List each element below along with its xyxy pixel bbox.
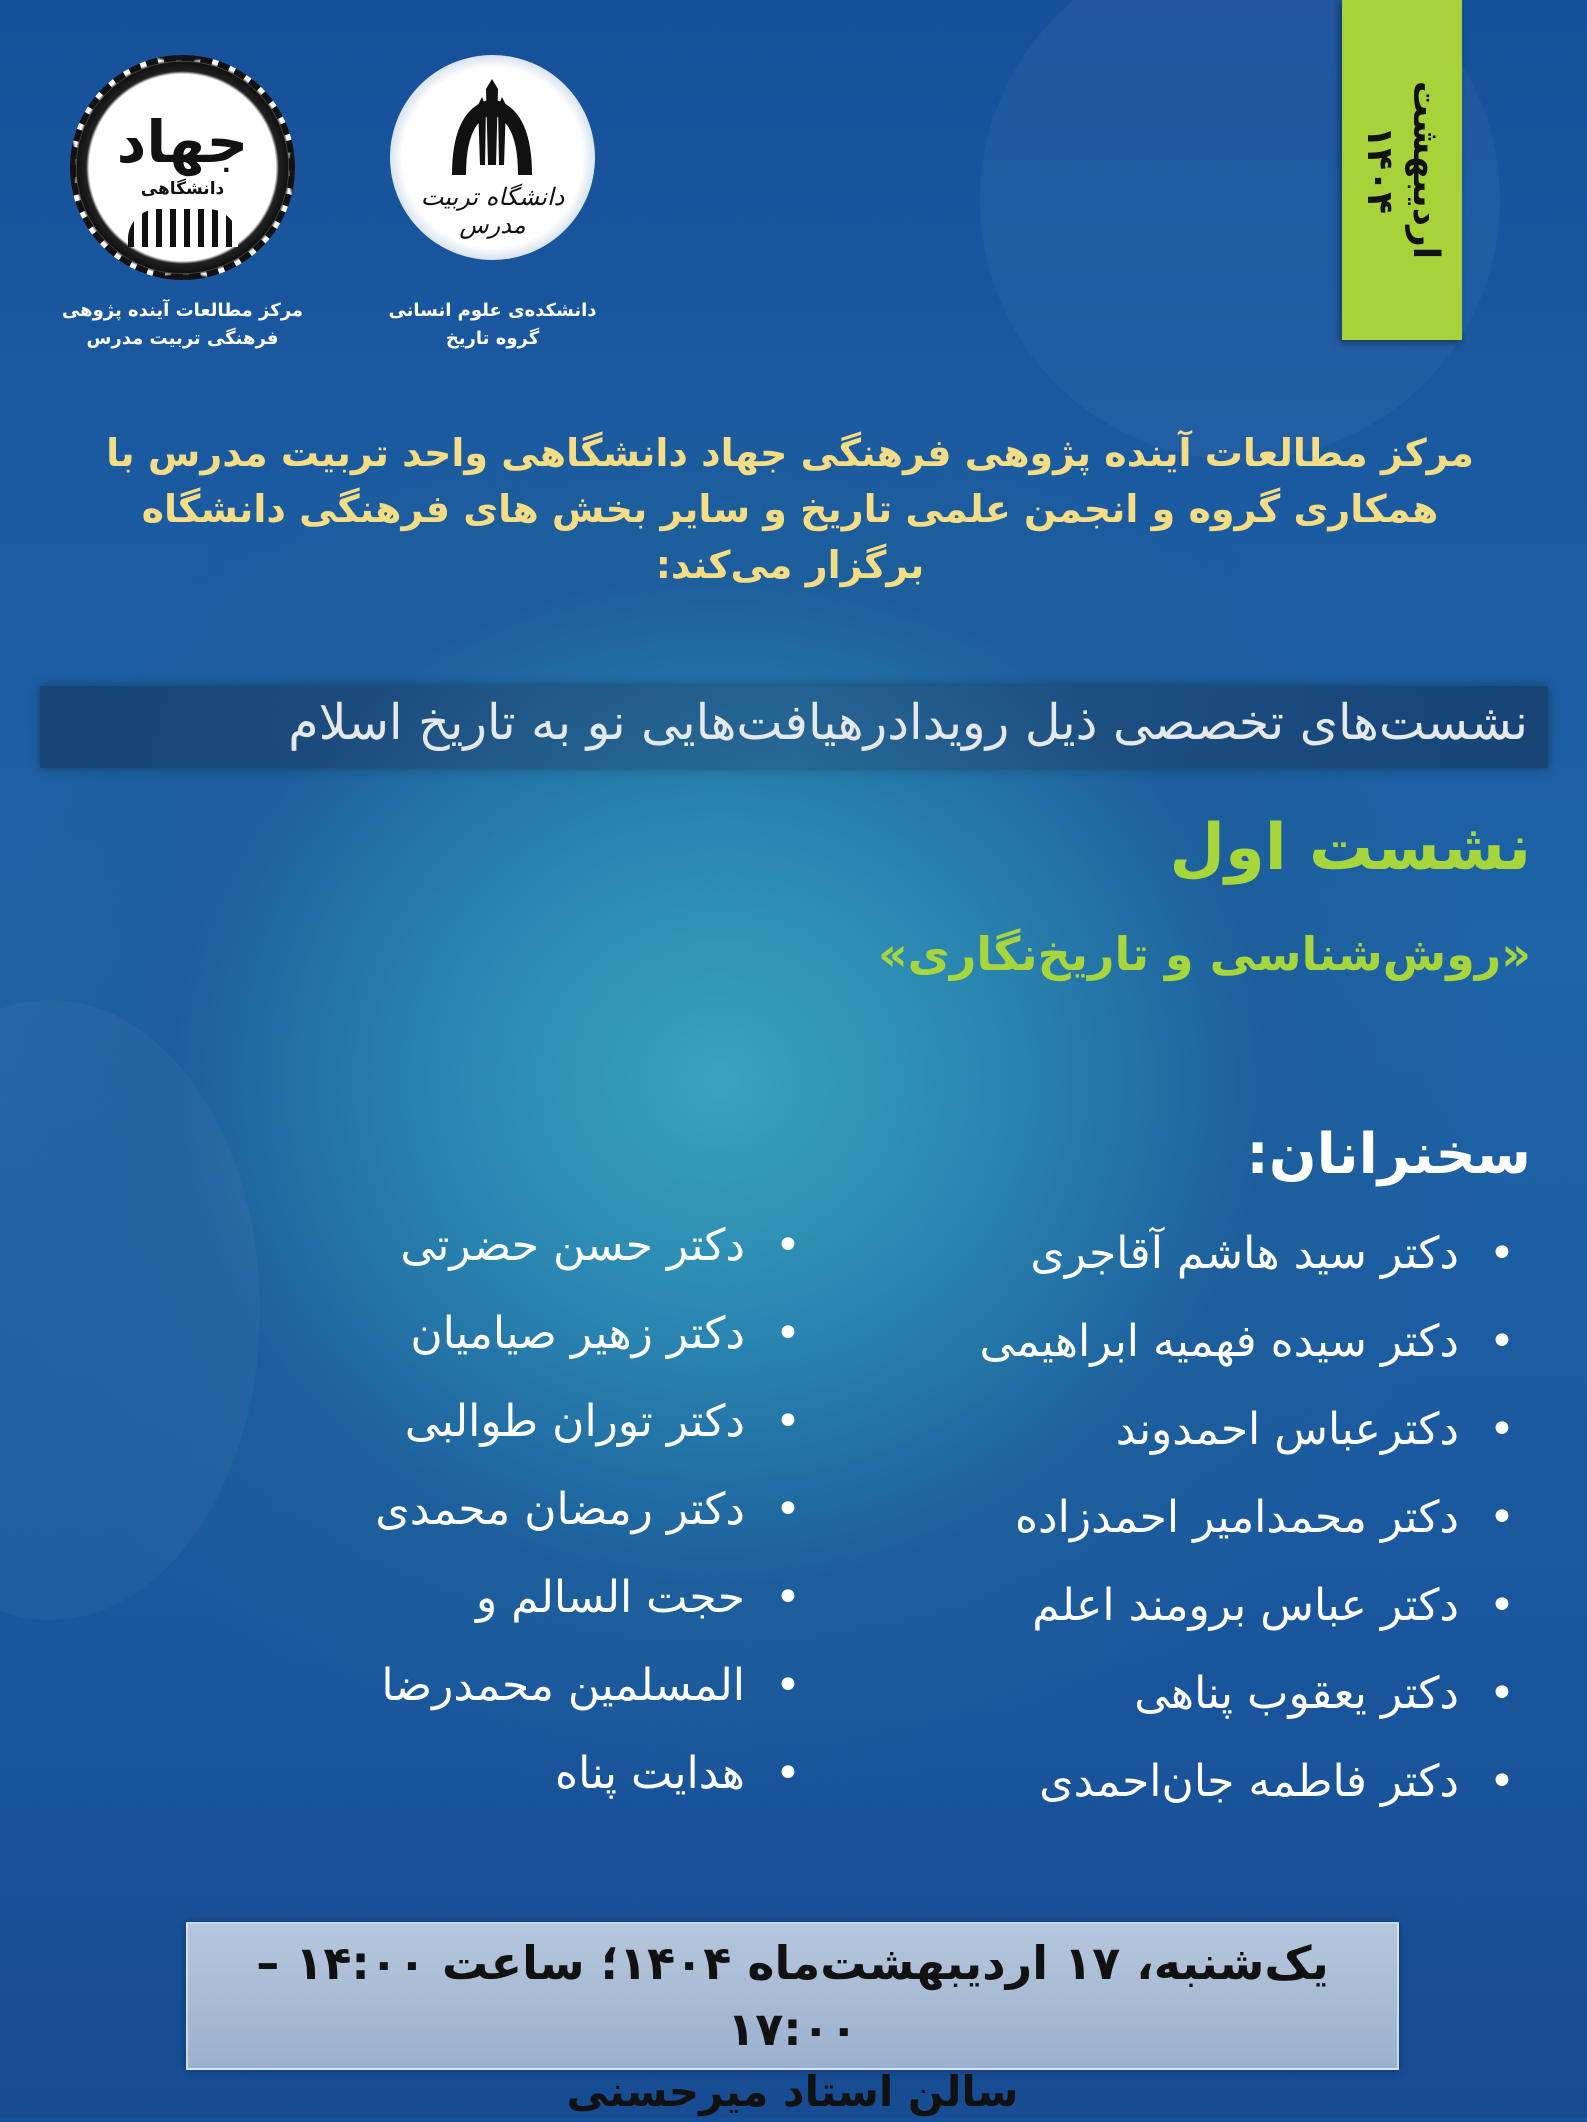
modares-caption-line1: دانشکده‌ی علوم انسانی: [388, 300, 597, 321]
date-tab-year: ۱۴۰۴: [1359, 126, 1400, 214]
intro-line3: برگزار می‌کند:: [655, 543, 925, 587]
intro-text: [40, 425, 1540, 593]
jahad-logo-arch-icon: [128, 209, 238, 247]
list-item: • دکتر سیده فهمیه ابراهیمی: [831, 1298, 1531, 1386]
list-item: • دکتر سید هاشم آقاجری: [831, 1210, 1531, 1298]
jahad-logo-subtitle: دانشگاهی: [140, 179, 225, 199]
jahad-logo-caption: [55, 297, 310, 353]
date-tab: [1342, 0, 1462, 340]
session-topic: «روش‌شناسی و تاریخ‌نگاری»: [877, 927, 1531, 981]
jahad-logo-title: جهاد: [116, 108, 249, 176]
list-item: • دکتر توران طوالبی: [217, 1378, 817, 1466]
series-banner: [40, 686, 1548, 768]
list-item: • دکتر حسن حضرتی: [217, 1202, 817, 1290]
session-title: نشست اول: [1169, 811, 1531, 885]
event-venue: سالن استاد میرحسنی: [566, 2067, 1019, 2116]
list-item: • دکتر محمدامیر احمدزاده: [831, 1474, 1531, 1562]
list-item: • دکتر فاطمه جان‌احمدی: [831, 1738, 1531, 1826]
modares-logo-caption: [360, 297, 625, 353]
modares-caption-line2: گروه تاریخ: [445, 328, 540, 349]
speakers-list-right: [831, 1210, 1531, 1826]
modares-wordmark: دانشگاه تربیت مدرس: [420, 183, 565, 239]
list-item: • دکتر رمضان محمدی: [217, 1466, 817, 1554]
date-tab-month: اردیبهشت: [1405, 80, 1446, 260]
list-item: • هدایت پناه: [217, 1730, 817, 1818]
speakers-heading: سخنرانان:: [1246, 1122, 1531, 1187]
intro-line2: همکاری گروه و انجمن علمی تاریخ و سایر بخش های فرهنگی دانشگاه: [141, 487, 1439, 531]
modares-logo: [390, 55, 595, 260]
jahad-caption-line1: مرکز مطالعات آینده پژوهی: [61, 300, 304, 321]
list-item: • دکتر عباس برومند اعلم: [831, 1562, 1531, 1650]
jahad-caption-line2: فرهنگی تربیت مدرس: [86, 328, 279, 349]
list-item: • دکترعباس احمدوند: [831, 1386, 1531, 1474]
event-details-box: [186, 1922, 1399, 2116]
list-item: • حجت السالم و: [217, 1554, 817, 1642]
intro-line1: مرکز مطالعات آینده پژوهی فرهنگی جهاد دانشگاهی واحد تربیت مدرس با: [106, 431, 1474, 475]
list-item: • دکتر یعقوب پناهی: [831, 1650, 1531, 1738]
event-datetime: یک‌شنبه، ۱۷ اردیبهشت‌ماه ۱۴۰۴؛ ساعت ۱۴:۰۰ – ۱۷:۰۰: [256, 1936, 1329, 2056]
list-item: • دکتر زهیر صیامیان: [217, 1290, 817, 1378]
speakers-list-left: [217, 1202, 817, 1818]
jahad-logo: [70, 55, 295, 280]
date-tab-text: [1356, 81, 1448, 259]
series-banner-text: نشست‌های تخصصی ذیل رویدادرهیافت‌هایی نو به تاریخ اسلام: [288, 694, 1528, 751]
list-item: • المسلمین محمدرضا: [217, 1642, 817, 1730]
